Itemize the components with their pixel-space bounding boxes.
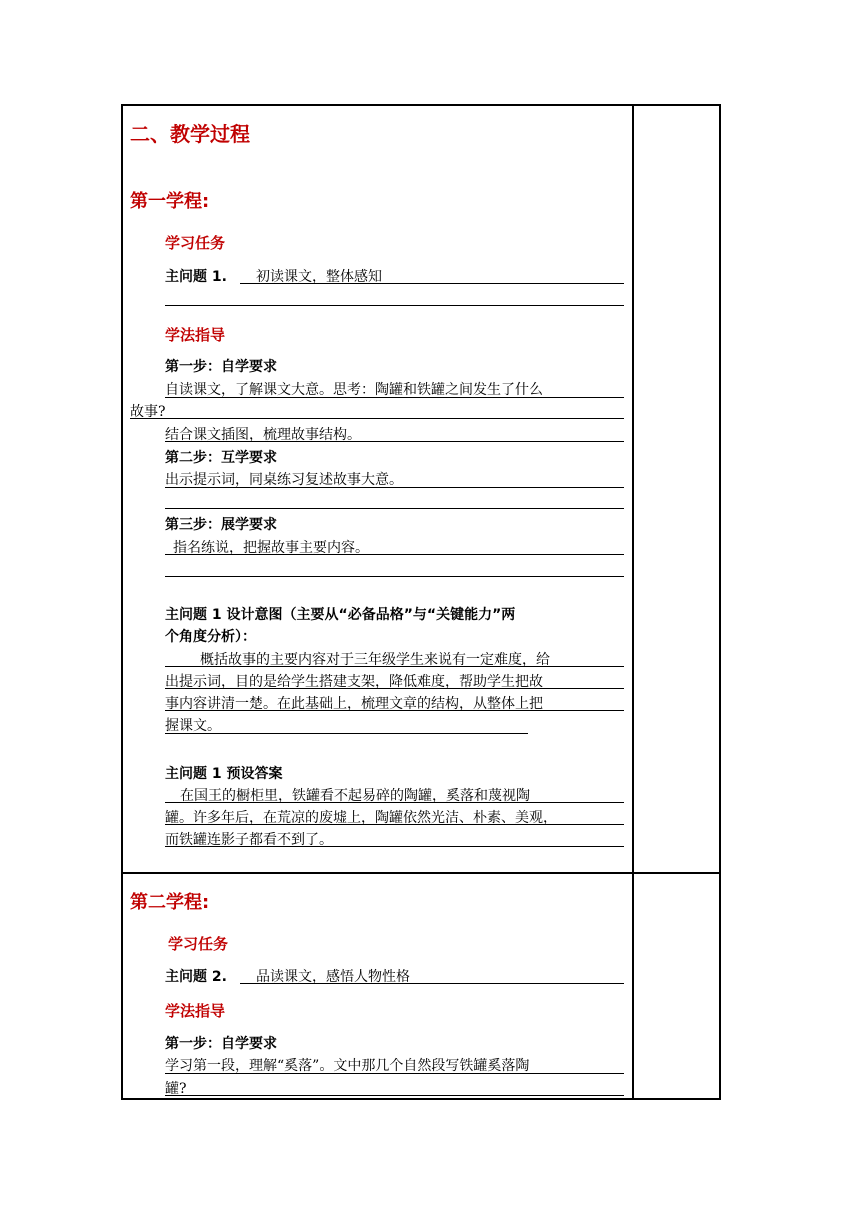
stage2-method-label: 学法指导 — [165, 1002, 226, 1020]
underline — [240, 283, 624, 284]
stage1-answer-line1: 在国王的橱柜里，铁罐看不起易碎的陶罐，奚落和蔑视陶 — [180, 788, 530, 804]
stage1-intent-title-line2: 个角度分析）： — [165, 629, 256, 645]
underline — [165, 554, 624, 555]
underline — [240, 983, 624, 984]
stage1-step3-line1: 指名练说，把握故事主要内容。 — [173, 540, 369, 556]
stage1-question-label: 主问题 1. — [165, 269, 227, 285]
stage1-title: 第一学程: — [130, 191, 210, 212]
stage1-intent-line1: 概括故事的主要内容对于三年级学生来说有一定难度，给 — [200, 652, 550, 668]
stage1-step1-line3: 结合课文插图，梳理故事结构。 — [165, 427, 361, 443]
stage1-task-label: 学习任务 — [165, 234, 226, 252]
stage1-answer-line2: 罐。许多年后，在荒凉的废墟上，陶罐依然光洁、朴素、美观， — [165, 810, 557, 826]
stage1-step1-label: 第一步：自学要求 — [165, 359, 277, 375]
underline — [165, 397, 624, 398]
stage2-question-label: 主问题 2. — [165, 969, 227, 985]
underline — [165, 1073, 624, 1074]
section-title: 二、教学过程 — [130, 122, 250, 146]
stage1-answer-title: 主问题 1 预设答案 — [165, 766, 283, 782]
row-divider — [121, 872, 721, 874]
underline — [165, 441, 624, 442]
stage1-step3-label: 第三步：展学要求 — [165, 517, 277, 533]
stage1-step1-line2: 故事? — [130, 404, 166, 420]
stage2-step1-label: 第一步：自学要求 — [165, 1036, 277, 1052]
underline — [165, 1095, 624, 1096]
underline — [165, 846, 624, 847]
stage2-question-text: 品读课文，感悟人物性格 — [256, 969, 410, 985]
stage1-step2-line1: 出示提示词，同桌练习复述故事大意。 — [165, 472, 403, 488]
underline — [165, 576, 624, 577]
stage1-question-text: 初读课文，整体感知 — [256, 269, 382, 285]
underline — [165, 710, 624, 711]
underline — [165, 508, 624, 509]
underline — [130, 418, 624, 419]
underline — [165, 688, 624, 689]
underline — [165, 305, 624, 306]
stage1-method-label: 学法指导 — [165, 326, 226, 344]
stage1-intent-line3: 事内容讲清一楚。在此基础上，梳理文章的结构，从整体上把 — [165, 696, 543, 712]
stage1-answer-line3: 而铁罐连影子都看不到了。 — [165, 832, 333, 848]
stage1-intent-line2: 出提示词，目的是给学生搭建支架，降低难度，帮助学生把故 — [165, 674, 543, 690]
stage2-task-label: 学习任务 — [168, 935, 229, 953]
stage2-step1-line1: 学习第一段，理解“奚落”。文中那几个自然段写铁罐奚落陶 — [165, 1058, 530, 1074]
stage2-step1-line2: 罐? — [165, 1081, 187, 1097]
underline — [165, 487, 624, 488]
stage1-intent-line4: 握课文。 — [165, 718, 221, 734]
underline — [165, 666, 624, 667]
underline — [165, 733, 528, 734]
stage1-step1-line1: 自读课文，了解课文大意。思考：陶罐和铁罐之间发生了什么 — [165, 382, 543, 398]
stage1-step2-label: 第二步：互学要求 — [165, 450, 277, 466]
stage2-title: 第二学程: — [130, 892, 210, 913]
underline — [165, 802, 624, 803]
underline — [165, 824, 624, 825]
column-divider — [632, 104, 634, 1100]
stage1-intent-title-line1: 主问题 1 设计意图（主要从“必备品格”与“关键能力”两 — [165, 607, 516, 623]
